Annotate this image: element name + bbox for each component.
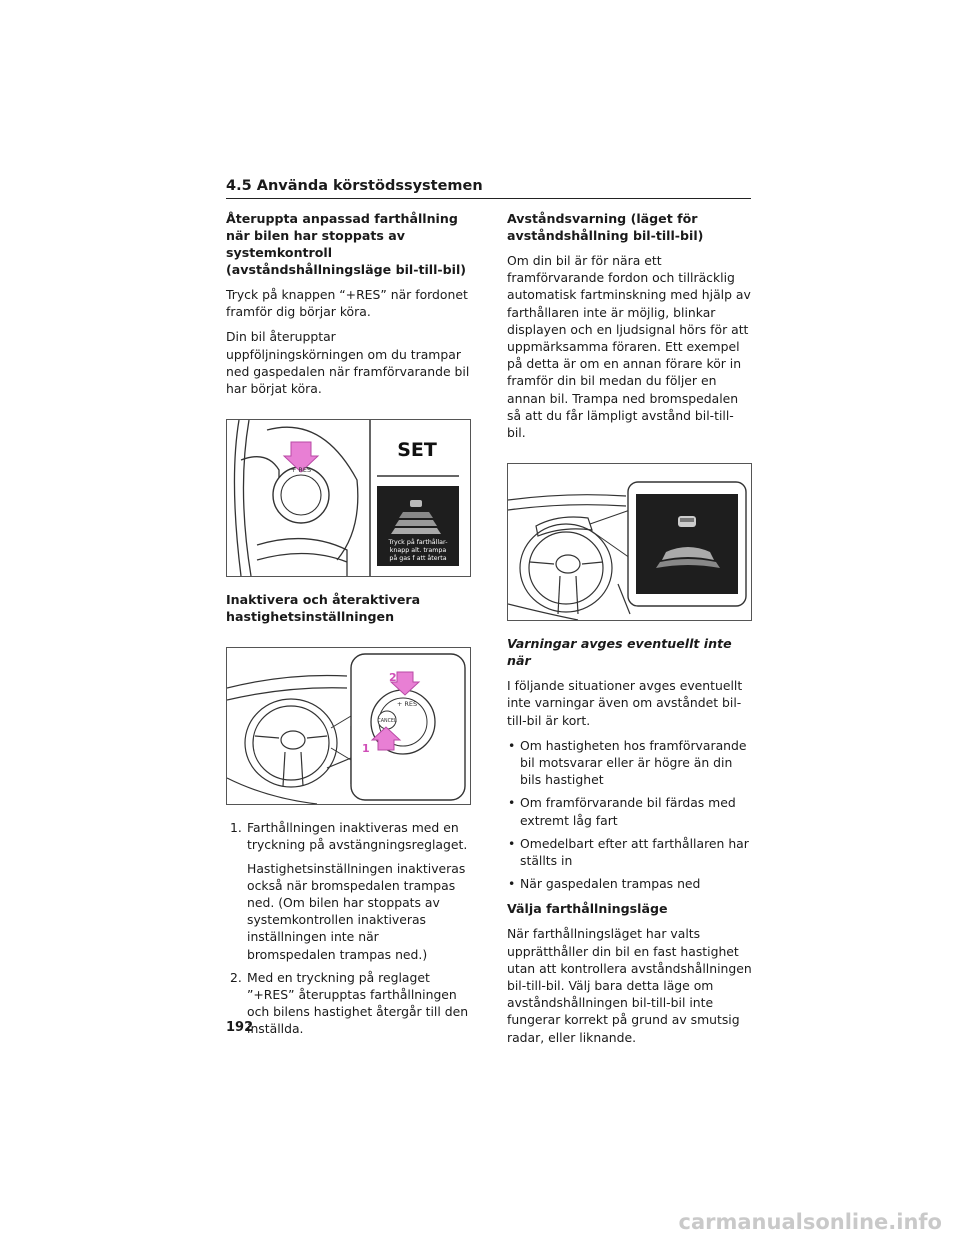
- svg-text:på gas f att återta: på gas f att återta: [389, 555, 447, 563]
- steering-wheel-illustration: [227, 648, 470, 804]
- svg-text:Tryck på farthållar-: Tryck på farthållar-: [388, 539, 448, 547]
- section-title: 4.5 Använda körstödssystemen: [226, 178, 751, 199]
- heading-distance-warning: Avståndsvarning (läget för avståndshållning bil-till-bil): [507, 211, 704, 243]
- res-button-illustration: [227, 420, 470, 576]
- warning-display-illustration: [508, 464, 751, 620]
- paragraph-press-res: Tryck på knappen “+RES” när fordonet framför dig börjar köra.: [226, 287, 468, 320]
- heading-no-warning: Varningar avges eventuellt inte när: [507, 636, 732, 669]
- heading-select-mode: Välja farthållningsläge: [507, 901, 668, 917]
- list-item: • Omedelbart efter att farthållaren har ställts in: [507, 835, 752, 869]
- bullet-list: [507, 737, 752, 893]
- step-number-1: 1: [362, 742, 370, 756]
- heading-deactivate: Inaktivera och återaktivera hastighetsinställningen: [226, 592, 421, 625]
- page-number: 192: [226, 1020, 254, 1035]
- list-item: • När gaspedalen trampas ned: [507, 875, 752, 892]
- paragraph-select-mode: När farthållningsläget har valts upprätthåller din bil en fast hastighet utan att kontrollera avståndshållningen bil-till-bil. Välj bara detta läge om avståndshållningen bil-till-bil inte fungerar korrekt på grund av smutsig radar, eller liknande.: [507, 926, 752, 1045]
- watermark: carmanualsonline.info: [678, 1210, 942, 1234]
- paragraph-warning: Om din bil är för nära ett framförvarande fordon och tillräcklig automatisk fartminskning med hjälp av farthållaren inte är möjlig, blinkar displayen och en ljudsignal hörs för att uppmärksamma föraren. Ett exempel på detta är om en annan förare kör in framför din bil medan du följer en annan bil. Trampa ned bromspedalen så att du får lämpligt avstånd bil-till-bil.: [507, 253, 751, 441]
- cancel-label: CANCEL: [377, 719, 397, 725]
- paragraph-no-warning: I följande situationer avges eventuellt inte varningar även om avståndet bil-till-bil är kort.: [507, 678, 743, 728]
- display-panel-2: [636, 494, 738, 594]
- step-number-2: 2: [389, 671, 397, 685]
- figure-res-button: [226, 419, 471, 577]
- figure-cancel-res: [226, 647, 471, 805]
- figure-warning-display: [507, 463, 752, 621]
- svg-text:+ RES: + RES: [290, 466, 312, 475]
- list-item: • Om hastigheten hos framförvarande bil motsvarar eller är högre än din bils hastighet: [507, 737, 752, 789]
- right-column: [507, 210, 752, 1054]
- res-label: RES: [298, 466, 312, 475]
- svg-text:+ RES: + RES: [396, 700, 418, 709]
- paragraph-accelerator: Din bil återupptar uppföljningskörningen om du trampar ned gaspedalen när framförvarande bil har börjat köra.: [226, 329, 470, 397]
- svg-text:knapp alt. trampa: knapp alt. trampa: [389, 547, 447, 555]
- res-label-2: RES: [404, 700, 418, 709]
- set-label: SET: [397, 439, 437, 462]
- list-item: • Om framförvarande bil färdas med extremt låg fart: [507, 794, 752, 828]
- list-item: 2. Med en tryckning på reglaget ”+RES” återupptas farthållningen och bilens hastighet återgår till den inställda.: [230, 969, 469, 1037]
- left-column: [226, 210, 471, 1044]
- list-item: 1. Farthållningen inaktiveras med en tryckning på avstängningsreglaget. Hastighetsinställningen inaktiveras också när bromspedalen trampas ned. (Om bilen har stoppats av systemkontrollen inaktiveras inställningen inte när bromspedalen trampas ned.): [230, 820, 468, 962]
- heading-resume-acc: Återuppta anpassad farthållning när bilen har stoppats av systemkontroll (avståndshållningsläge bil-till-bil): [226, 211, 467, 277]
- numbered-steps: [226, 819, 471, 1037]
